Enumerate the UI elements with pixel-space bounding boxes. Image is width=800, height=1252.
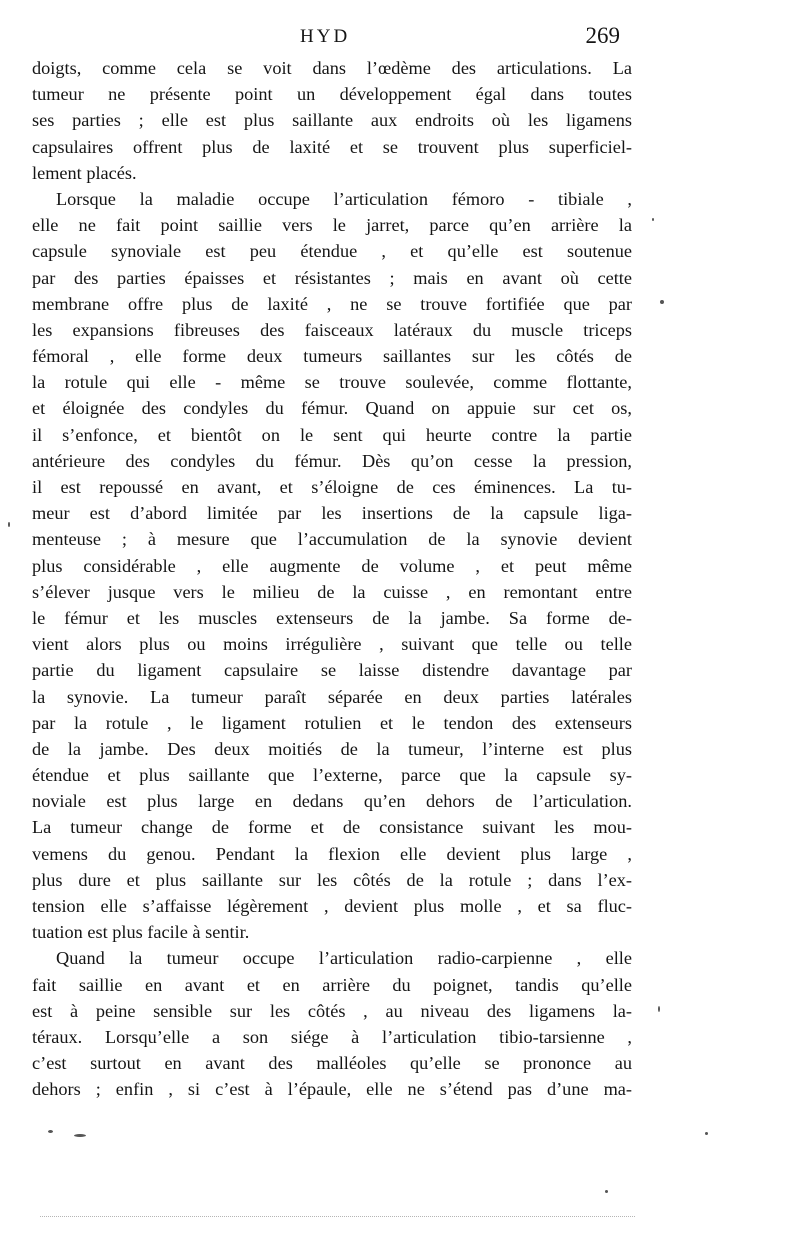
text-line: plus considérable , elle augmente de volume , et peut même	[32, 555, 632, 576]
scan-speck	[48, 1130, 53, 1133]
text-line: meur est d’abord limitée par les insertions de la capsule liga-	[32, 503, 632, 524]
text-line: partie du ligament capsulaire se laisse distendre davantage par	[32, 660, 632, 681]
text-line: La tumeur change de forme et de consistance suivant les mou-	[32, 817, 632, 838]
scan-speck	[74, 1134, 86, 1137]
text-line: Lorsque la maladie occupe l’articulation fémoro - tibiale ,	[56, 188, 632, 209]
text-line: antérieure des condyles du fémur. Dès qu’on cesse la pression,	[32, 450, 632, 471]
text-line: le fémur et les muscles extenseurs de la jambe. Sa forme de-	[32, 607, 632, 628]
paragraph	[32, 945, 632, 1102]
text-line: de la jambe. Des deux moitiés de la tumeur, l’interne est plus	[32, 738, 632, 759]
text-line: c’est surtout en avant des malléoles qu’elle se prononce au	[32, 1053, 632, 1074]
text-line: tension elle s’affaisse légèrement , devient plus molle , et sa fluc-	[32, 896, 632, 916]
text-line: fémoral , elle forme deux tumeurs saillantes sur les côtés de	[32, 346, 632, 367]
text-line: capsule synoviale est peu étendue , et qu’elle est soutenue	[32, 241, 632, 262]
text-line: membrane offre plus de laxité , ne se trouve fortifiée que par	[32, 293, 632, 314]
text-line: elle ne fait point saillie vers le jarret, parce qu’en arrière la	[32, 215, 632, 236]
running-head-word: HYD	[300, 26, 351, 47]
page-number: 269	[585, 23, 620, 48]
text-line: lement placés.	[32, 162, 137, 183]
text-line: Quand la tumeur occupe l’articulation radio-carpienne , elle	[56, 948, 632, 969]
paragraph	[32, 55, 632, 186]
text-line: ses parties ; elle est plus saillante aux endroits où les ligamens	[32, 110, 632, 131]
text-line: vient alors plus ou moins irrégulière , suivant que telle ou telle	[32, 634, 632, 655]
text-line: il s’enfonce, et bientôt on le sent qui heurte contre la partie	[32, 424, 632, 445]
running-head	[300, 23, 620, 56]
text-line: doigts, comme cela se voit dans l’œdème des articulations. La	[32, 58, 632, 78]
text-line: tumeur ne présente point un développement égal dans toutes	[32, 84, 632, 105]
text-line: vemens du genou. Pendant la flexion elle devient plus large ,	[32, 843, 632, 864]
text-line: fait saillie en avant et en arrière du poignet, tandis qu’elle	[32, 974, 632, 995]
scan-speck	[705, 1132, 708, 1135]
text-line: s’élever jusque vers le milieu de la cuisse , en remontant entre	[32, 581, 632, 602]
text-line: il est repoussé en avant, et s’éloigne de ces éminences. La tu-	[32, 477, 632, 497]
text-line: et éloignée des condyles du fémur. Quand on appuie sur cet os,	[32, 398, 632, 419]
scan-speck	[658, 1006, 660, 1012]
paragraph	[32, 186, 632, 945]
text-line: par la rotule , le ligament rotulien et le tendon des extenseurs	[32, 712, 632, 733]
scan-speck	[660, 300, 664, 304]
text-line: capsulaires offrent plus de laxité et se trouvent plus superficiel-	[32, 136, 632, 157]
text-line: téraux. Lorsqu’elle a son siége à l’articulation tibio-tarsienne ,	[32, 1026, 632, 1047]
text-line: plus dure et plus saillante sur les côtés de la rotule ; dans l’ex-	[32, 869, 632, 890]
text-line: tuation est plus facile à sentir.	[32, 922, 250, 943]
text-line: noviale est plus large en dedans qu’en dehors de l’articulation.	[32, 791, 632, 812]
text-line: la synovie. La tumeur paraît séparée en deux parties latérales	[32, 686, 632, 707]
text-line: est à peine sensible sur les côtés , au niveau des ligamens la-	[32, 1000, 632, 1021]
text-line: la rotule qui elle - même se trouve soulevée, comme flottante,	[32, 372, 632, 393]
bleed-through-line	[40, 1216, 635, 1217]
scan-speck	[8, 522, 10, 527]
text-line: les expansions fibreuses des faisceaux latéraux du muscle triceps	[32, 319, 632, 340]
text-line: menteuse ; à mesure que l’accumulation de la synovie devient	[32, 529, 632, 550]
scan-speck	[652, 218, 654, 221]
text-line: étendue et plus saillante que l’externe, parce que la capsule sy-	[32, 765, 632, 786]
body-text	[32, 55, 632, 1103]
text-line: dehors ; enfin , si c’est à l’épaule, elle ne s’étend pas d’une ma-	[32, 1079, 632, 1100]
scan-speck	[605, 1190, 608, 1193]
text-line: par des parties épaisses et résistantes ; mais en avant où cette	[32, 267, 632, 288]
